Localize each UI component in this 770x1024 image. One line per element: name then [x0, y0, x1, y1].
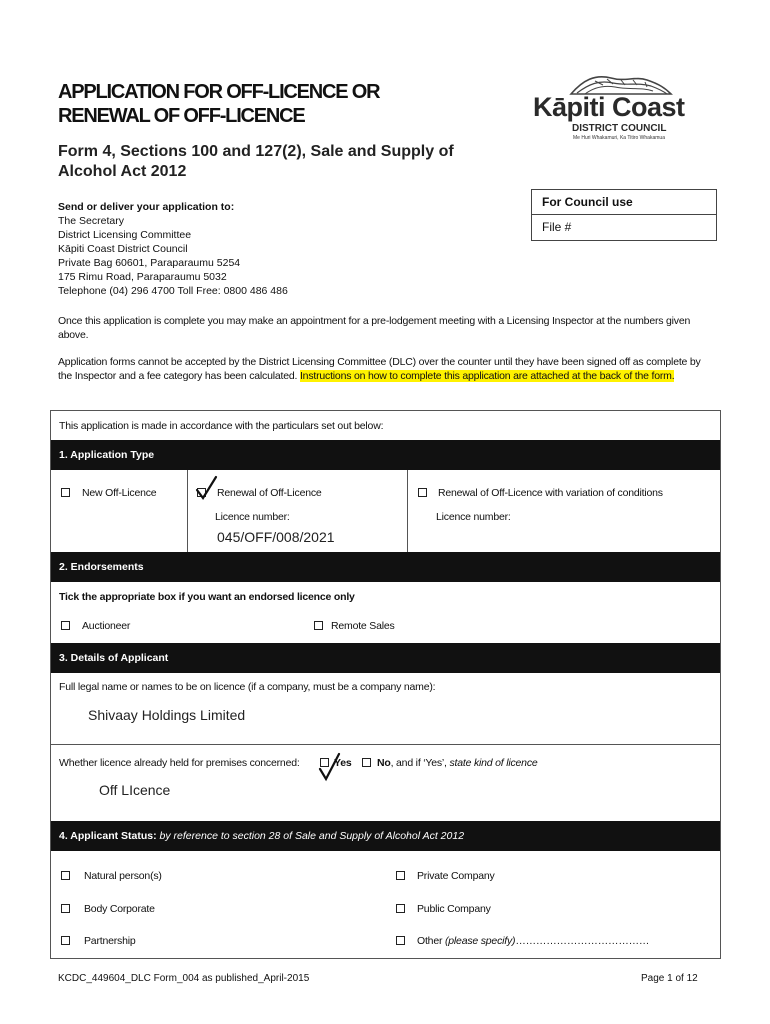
divider	[407, 470, 408, 552]
address-line: District Licensing Committee	[58, 229, 192, 241]
no-label: No	[377, 757, 391, 769]
licence-number-label-2: Licence number:	[436, 511, 511, 523]
renewal-variation-checkbox[interactable]	[418, 488, 427, 497]
private-company-label: Private Company	[417, 870, 495, 882]
auctioneer-label: Auctioneer	[82, 620, 131, 632]
form-subtitle	[58, 142, 454, 182]
other-label: Other	[417, 935, 445, 947]
logo-tagline: Me Huri Whakamuri, Ka Titiro Whakamua	[573, 135, 665, 141]
subtitle-line-2: Alcohol Act 2012	[58, 163, 187, 180]
logo-name: Kāpiti Coast	[533, 92, 685, 122]
address-line: Private Bag 60601, Paraparaumu 5254	[58, 257, 241, 269]
subtitle-line-1: Form 4, Sections 100 and 127(2), Sale and Supply of	[58, 143, 454, 160]
instructions-highlight: Instructions on how to complete this application are attached at the back of the form.	[299, 370, 675, 382]
title-line-1: APPLICATION FOR OFF-LICENCE OR	[58, 81, 380, 103]
logo-subtitle: DISTRICT COUNCIL	[572, 123, 667, 134]
delivery-address	[58, 200, 288, 298]
address-line: Telephone (04) 296 4700 Toll Free: 0800 486 486	[58, 285, 288, 297]
legal-name-label: Full legal name or names to be on licence (if a company, must be a company name):	[59, 681, 436, 693]
footer-reference: KCDC_449604_DLC Form_004 as published_April-2015	[58, 973, 310, 984]
licence-held-no-checkbox[interactable]	[362, 758, 371, 767]
new-off-licence-checkbox[interactable]	[61, 488, 70, 497]
public-company-checkbox[interactable]	[396, 904, 405, 913]
address-heading: Send or deliver your application to:	[58, 201, 235, 213]
intro-paragraph-2-text: Application forms cannot be accepted by the District Licensing Committee (DLC) over the counter until they have been signed off as complete by the Inspector and a fee category has been calculated.	[58, 356, 701, 382]
form-title	[58, 80, 379, 128]
section-3-header: 3. Details of Applicant	[51, 643, 720, 673]
private-company-checkbox[interactable]	[396, 871, 405, 880]
auctioneer-checkbox[interactable]	[61, 621, 70, 630]
licence-number-value[interactable]: 045/OFF/008/2021	[217, 529, 335, 545]
other-option-text	[417, 935, 649, 947]
remote-sales-checkbox[interactable]	[314, 621, 323, 630]
public-company-label: Public Company	[417, 903, 491, 915]
checkmark-icon	[194, 475, 218, 501]
council-logo	[533, 72, 693, 144]
section-1-header: 1. Application Type	[51, 440, 720, 470]
held-suffix: , and if ‘Yes’,	[390, 757, 450, 769]
file-number-label: File #	[542, 220, 572, 234]
natural-person-checkbox[interactable]	[61, 871, 70, 880]
other-dots: …………………………………	[515, 935, 650, 947]
other-checkbox[interactable]	[396, 936, 405, 945]
new-off-licence-label: New Off-Licence	[82, 487, 157, 499]
title-line-2: RENEWAL OF OFF-LICENCE	[58, 105, 305, 127]
licence-held-label: Whether licence already held for premises concerned:	[59, 757, 300, 769]
licence-number-label: Licence number:	[215, 511, 290, 523]
renewal-variation-label: Renewal of Off-Licence with variation of conditions	[438, 487, 663, 499]
other-specify: (please specify)	[444, 935, 516, 947]
section-4-reference: by reference to section 28 of Sale and Supply of Alcohol Act 2012	[156, 830, 465, 842]
address-line: The Secretary	[58, 215, 124, 227]
section-4-header	[51, 821, 720, 851]
endorsement-instruction: Tick the appropriate box if you want an endorsed licence only	[59, 591, 355, 603]
form-intro: This application is made in accordance with the particulars set out below:	[59, 420, 384, 432]
partnership-label: Partnership	[84, 935, 136, 947]
renewal-label: Renewal of Off-Licence	[217, 487, 322, 499]
address-line: Kāpiti Coast District Council	[58, 243, 188, 255]
held-suffix-italic: state kind of licence	[449, 757, 538, 769]
page-number: Page 1 of 12	[641, 973, 698, 984]
body-corporate-checkbox[interactable]	[61, 904, 70, 913]
intro-paragraph-2	[58, 355, 708, 383]
intro-paragraph-1: Once this application is complete you may make an appointment for a pre-lodgement meeting with a Licensing Inspector at the numbers given above.	[58, 315, 691, 341]
licence-kind-value[interactable]: Off LIcence	[99, 782, 171, 798]
legal-name-value[interactable]: Shivaay Holdings Limited	[88, 707, 246, 723]
section-2-header: 2. Endorsements	[51, 552, 720, 582]
yes-label: Yes	[334, 757, 352, 769]
divider	[51, 744, 720, 745]
application-form	[50, 410, 721, 959]
body-corporate-label: Body Corporate	[84, 903, 155, 915]
natural-person-label: Natural person(s)	[84, 870, 162, 882]
no-option-text	[377, 757, 538, 769]
partnership-checkbox[interactable]	[61, 936, 70, 945]
council-use-heading: For Council use	[532, 190, 716, 215]
council-use-box	[531, 189, 717, 241]
section-4-title: 4. Applicant Status:	[59, 830, 157, 842]
remote-sales-label: Remote Sales	[331, 620, 395, 632]
divider	[187, 470, 188, 552]
address-line: 175 Rimu Road, Paraparaumu 5032	[58, 271, 227, 283]
